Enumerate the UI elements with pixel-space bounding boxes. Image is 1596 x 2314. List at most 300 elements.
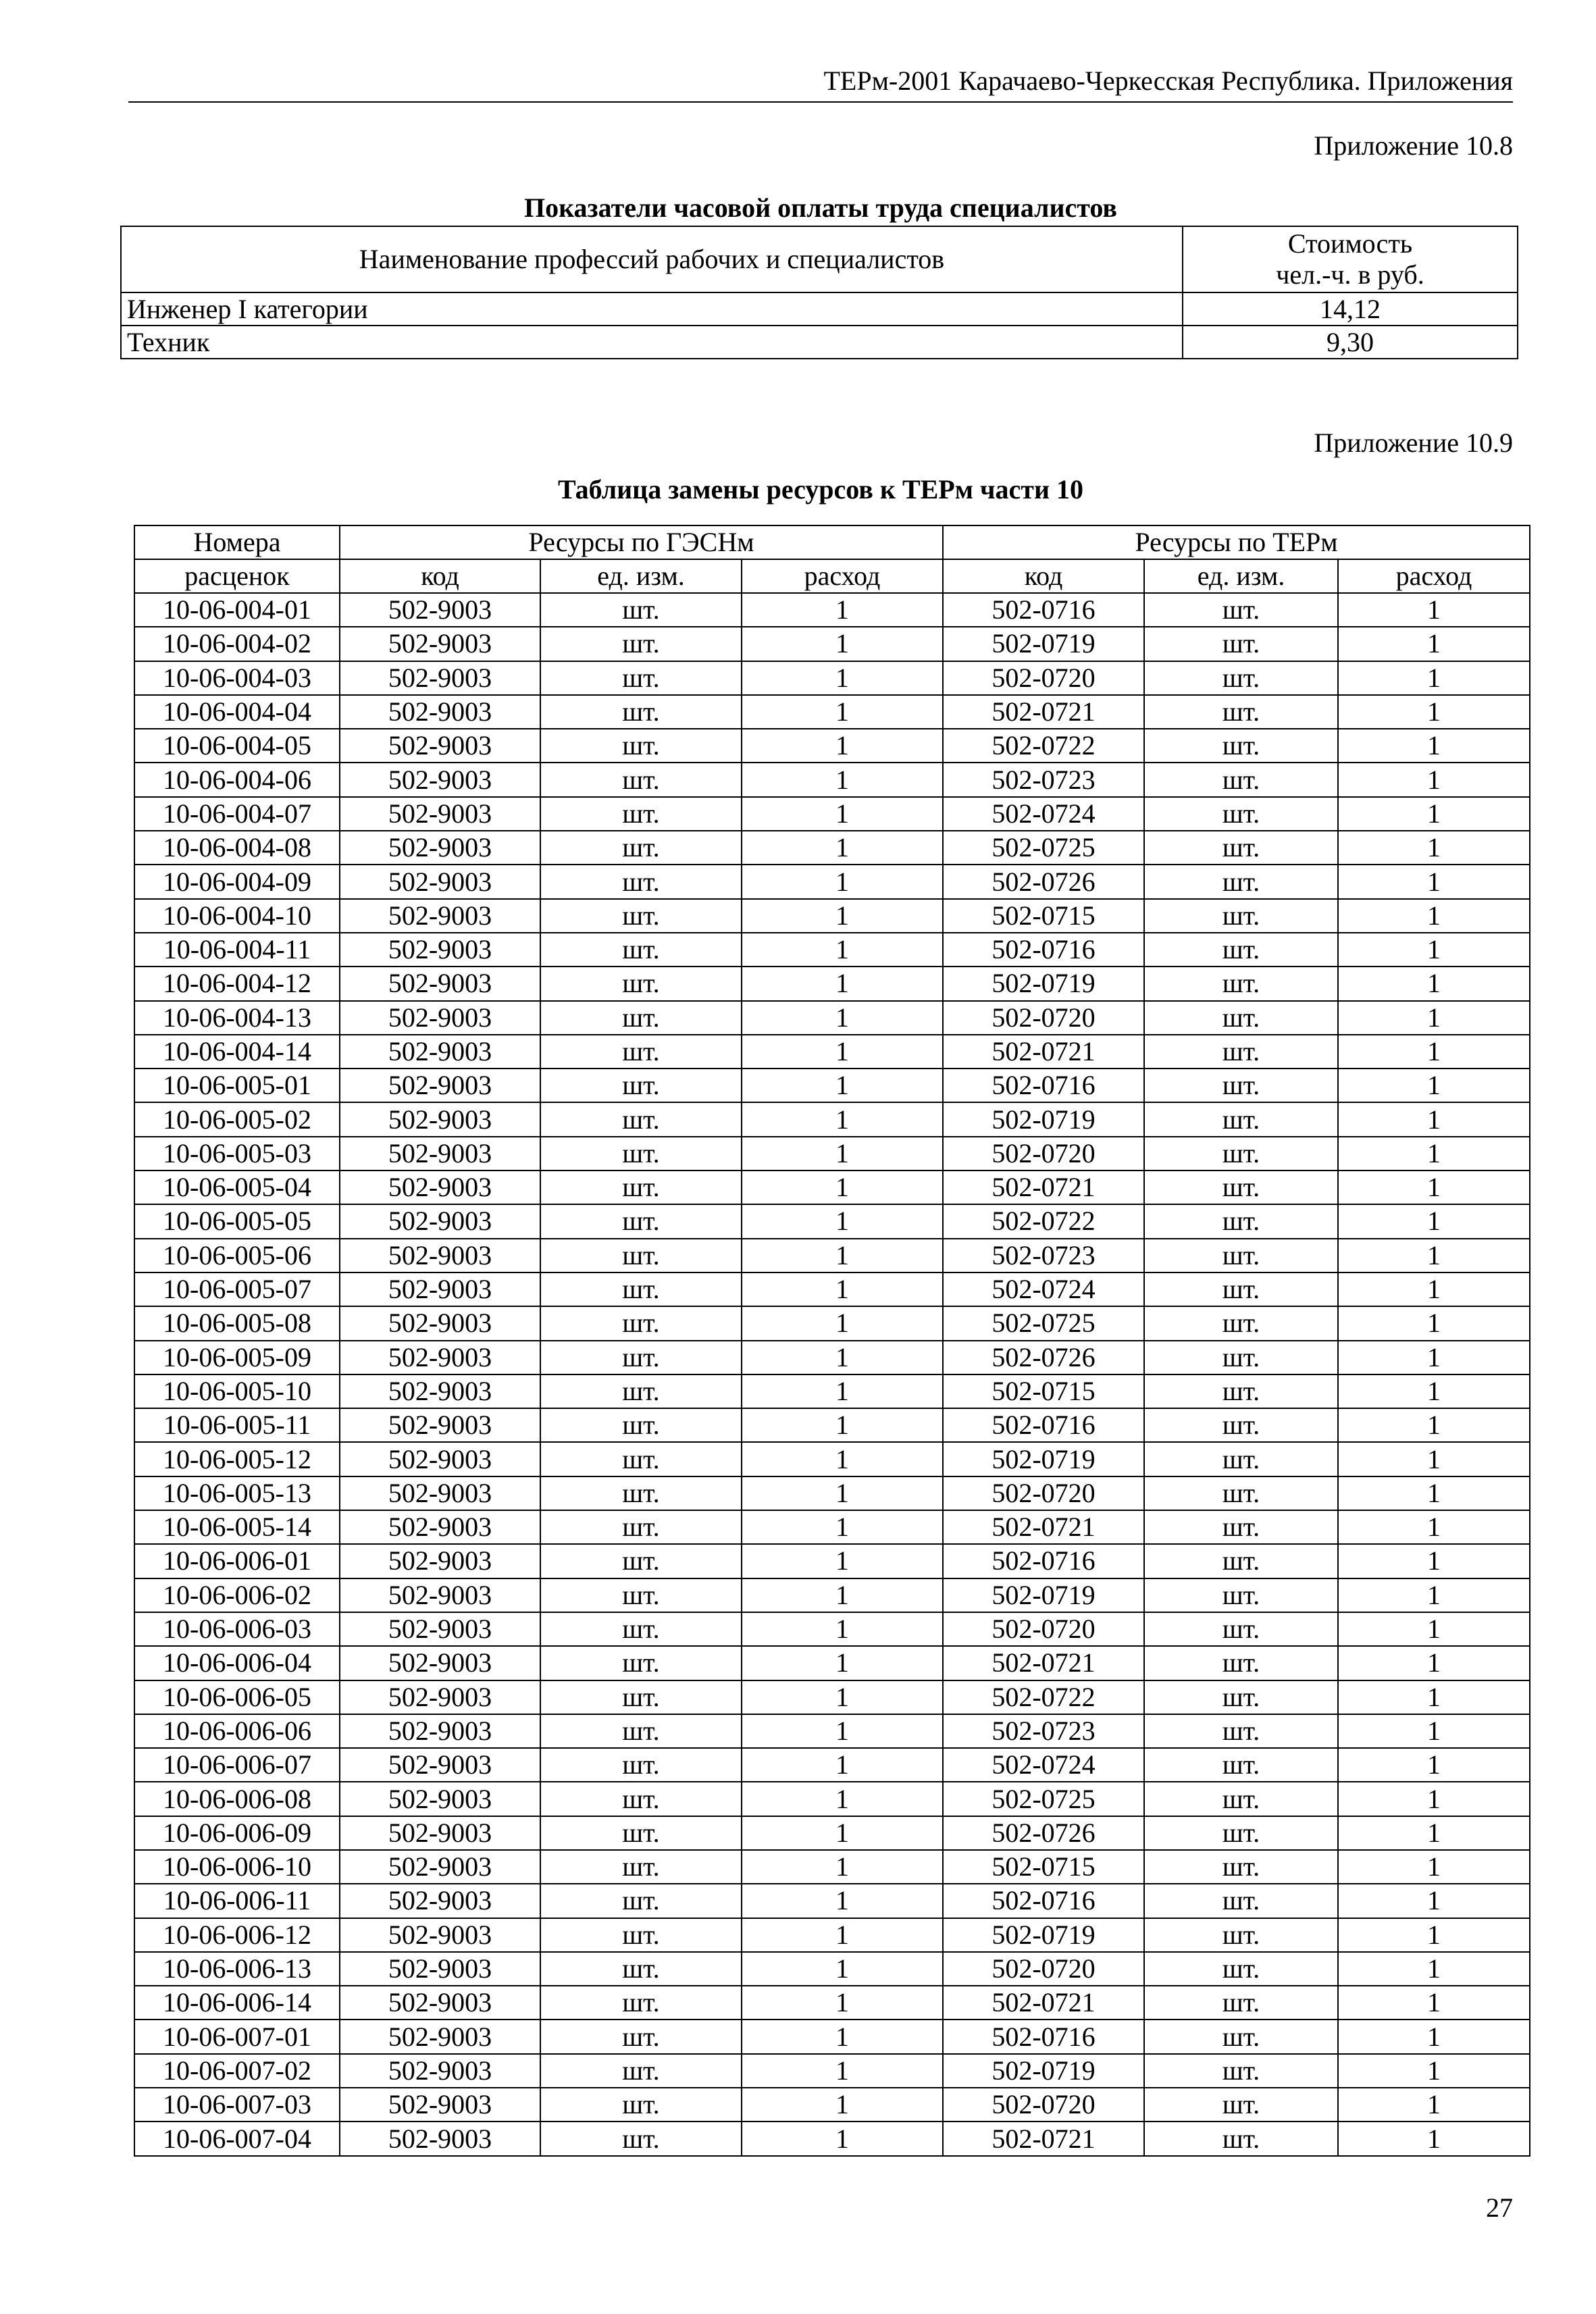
ter-unit: шт. bbox=[1144, 1341, 1338, 1374]
gesn-code: 502-9003 bbox=[340, 1918, 540, 1952]
gesn-consumption: 1 bbox=[742, 865, 943, 898]
ter-code: 502-0719 bbox=[943, 1918, 1144, 1952]
appendix-10-9-label: Приложение 10.9 bbox=[1314, 428, 1513, 458]
gesn-code: 502-9003 bbox=[340, 967, 540, 1000]
gesn-unit: шт. bbox=[540, 1748, 742, 1782]
ter-code: 502-0716 bbox=[943, 1069, 1144, 1102]
rate-number: 10-06-006-04 bbox=[134, 1646, 340, 1680]
rate-number: 10-06-004-08 bbox=[134, 831, 340, 865]
ter-consumption: 1 bbox=[1338, 1102, 1530, 1136]
ter-consumption: 1 bbox=[1338, 1374, 1530, 1408]
gesn-code: 502-9003 bbox=[340, 1816, 540, 1850]
ter-code: 502-0716 bbox=[943, 1544, 1144, 1578]
gesn-code: 502-9003 bbox=[340, 1137, 540, 1171]
gesn-consumption: 1 bbox=[742, 2088, 943, 2122]
rate-number: 10-06-006-06 bbox=[134, 1714, 340, 1748]
table-row bbox=[134, 1306, 1530, 1340]
table-row bbox=[134, 695, 1530, 729]
ter-code: 502-0722 bbox=[943, 1204, 1144, 1238]
ter-unit: шт. bbox=[1144, 831, 1338, 865]
rate-number: 10-06-005-08 bbox=[134, 1306, 340, 1340]
gesn-code: 502-9003 bbox=[340, 1102, 540, 1136]
table-row bbox=[134, 1884, 1530, 1918]
gesn-consumption: 1 bbox=[742, 1476, 943, 1510]
gesn-code: 502-9003 bbox=[340, 831, 540, 865]
gesn-consumption: 1 bbox=[742, 1069, 943, 1102]
rate-number: 10-06-006-14 bbox=[134, 1986, 340, 2020]
gesn-unit: шт. bbox=[540, 1782, 742, 1816]
table-row bbox=[134, 1204, 1530, 1238]
rate-number: 10-06-004-11 bbox=[134, 933, 340, 967]
ter-consumption: 1 bbox=[1338, 1442, 1530, 1476]
ter-unit: шт. bbox=[1144, 1442, 1338, 1476]
column-header-ter-consumption: расход bbox=[1338, 559, 1530, 593]
rate-number: 10-06-004-10 bbox=[134, 899, 340, 933]
ter-unit: шт. bbox=[1144, 729, 1338, 763]
hourly-cost: 9,30 bbox=[1183, 326, 1518, 359]
gesn-code: 502-9003 bbox=[340, 1952, 540, 1986]
rate-number: 10-06-006-11 bbox=[134, 1884, 340, 1918]
table-row bbox=[134, 1816, 1530, 1850]
table-row bbox=[134, 661, 1530, 695]
gesn-code: 502-9003 bbox=[340, 1782, 540, 1816]
table-row bbox=[134, 1239, 1530, 1272]
rate-number: 10-06-007-01 bbox=[134, 2020, 340, 2053]
rate-number: 10-06-004-04 bbox=[134, 695, 340, 729]
ter-code: 502-0721 bbox=[943, 1171, 1144, 1204]
gesn-unit: шт. bbox=[540, 593, 742, 627]
gesn-code: 502-9003 bbox=[340, 2122, 540, 2155]
gesn-consumption: 1 bbox=[742, 1952, 943, 1986]
ter-consumption: 1 bbox=[1338, 695, 1530, 729]
gesn-unit: шт. bbox=[540, 831, 742, 865]
ter-unit: шт. bbox=[1144, 933, 1338, 967]
table-row bbox=[134, 797, 1530, 831]
ter-unit: шт. bbox=[1144, 967, 1338, 1000]
gesn-unit: шт. bbox=[540, 627, 742, 661]
gesn-code: 502-9003 bbox=[340, 593, 540, 627]
gesn-unit: шт. bbox=[540, 1986, 742, 2020]
gesn-unit: шт. bbox=[540, 1171, 742, 1204]
ter-unit: шт. bbox=[1144, 1952, 1338, 1986]
gesn-code: 502-9003 bbox=[340, 1408, 540, 1442]
gesn-consumption: 1 bbox=[742, 1408, 943, 1442]
table-row bbox=[134, 933, 1530, 967]
ter-unit: шт. bbox=[1144, 1680, 1338, 1714]
ter-unit: шт. bbox=[1144, 1476, 1338, 1510]
table-row bbox=[134, 1374, 1530, 1408]
gesn-code: 502-9003 bbox=[340, 899, 540, 933]
table-row bbox=[134, 1544, 1530, 1578]
gesn-consumption: 1 bbox=[742, 1171, 943, 1204]
table-row bbox=[134, 1035, 1530, 1069]
rate-number: 10-06-006-10 bbox=[134, 1850, 340, 1884]
ter-unit: шт. bbox=[1144, 627, 1338, 661]
table-row bbox=[134, 1102, 1530, 1136]
rate-number: 10-06-004-05 bbox=[134, 729, 340, 763]
gesn-consumption: 1 bbox=[742, 1850, 943, 1884]
gesn-code: 502-9003 bbox=[340, 1612, 540, 1646]
gesn-consumption: 1 bbox=[742, 1748, 943, 1782]
rate-number: 10-06-006-05 bbox=[134, 1680, 340, 1714]
table-row bbox=[134, 899, 1530, 933]
ter-unit: шт. bbox=[1144, 1204, 1338, 1238]
gesn-unit: шт. bbox=[540, 1137, 742, 1171]
ter-consumption: 1 bbox=[1338, 1171, 1530, 1204]
rate-number: 10-06-007-02 bbox=[134, 2054, 340, 2088]
table-row bbox=[134, 1171, 1530, 1204]
column-header-gesn-code: код bbox=[340, 559, 540, 593]
table-row bbox=[134, 1952, 1530, 1986]
gesn-unit: шт. bbox=[540, 1442, 742, 1476]
table-row bbox=[134, 1782, 1530, 1816]
ter-code: 502-0725 bbox=[943, 1306, 1144, 1340]
ter-code: 502-0720 bbox=[943, 661, 1144, 695]
ter-consumption: 1 bbox=[1338, 1510, 1530, 1544]
ter-code: 502-0721 bbox=[943, 695, 1144, 729]
ter-unit: шт. bbox=[1144, 1816, 1338, 1850]
table-row bbox=[134, 2054, 1530, 2088]
gesn-consumption: 1 bbox=[742, 1714, 943, 1748]
table-row bbox=[134, 865, 1530, 898]
table-row bbox=[134, 2088, 1530, 2122]
table-row bbox=[134, 593, 1530, 627]
rate-number: 10-06-005-12 bbox=[134, 1442, 340, 1476]
rate-number: 10-06-005-07 bbox=[134, 1272, 340, 1306]
ter-code: 502-0723 bbox=[943, 1714, 1144, 1748]
ter-code: 502-0716 bbox=[943, 933, 1144, 967]
ter-unit: шт. bbox=[1144, 2088, 1338, 2122]
ter-consumption: 1 bbox=[1338, 797, 1530, 831]
appendix-10-8-title: Показатели часовой оплаты труда специалистов bbox=[523, 192, 1118, 223]
gesn-consumption: 1 bbox=[742, 2020, 943, 2053]
gesn-unit: шт. bbox=[540, 1816, 742, 1850]
table-row bbox=[134, 1986, 1530, 2020]
ter-consumption: 1 bbox=[1338, 1952, 1530, 1986]
gesn-consumption: 1 bbox=[742, 1884, 943, 1918]
gesn-unit: шт. bbox=[540, 1578, 742, 1612]
gesn-unit: шт. bbox=[540, 2020, 742, 2053]
gesn-consumption: 1 bbox=[742, 1272, 943, 1306]
ter-consumption: 1 bbox=[1338, 1782, 1530, 1816]
rate-number: 10-06-006-08 bbox=[134, 1782, 340, 1816]
ter-code: 502-0726 bbox=[943, 1341, 1144, 1374]
table-row bbox=[134, 831, 1530, 865]
gesn-unit: шт. bbox=[540, 1612, 742, 1646]
ter-consumption: 1 bbox=[1338, 1612, 1530, 1646]
gesn-unit: шт. bbox=[540, 1035, 742, 1069]
ter-consumption: 1 bbox=[1338, 1408, 1530, 1442]
column-header-profession: Наименование профессий рабочих и специалистов bbox=[121, 226, 1183, 292]
gesn-unit: шт. bbox=[540, 1510, 742, 1544]
rate-number: 10-06-005-13 bbox=[134, 1476, 340, 1510]
ter-consumption: 1 bbox=[1338, 865, 1530, 898]
rate-number: 10-06-005-03 bbox=[134, 1137, 340, 1171]
gesn-unit: шт. bbox=[540, 1001, 742, 1035]
gesn-consumption: 1 bbox=[742, 1001, 943, 1035]
gesn-unit: шт. bbox=[540, 865, 742, 898]
gesn-code: 502-9003 bbox=[340, 2054, 540, 2088]
ter-consumption: 1 bbox=[1338, 1748, 1530, 1782]
rate-number: 10-06-005-11 bbox=[134, 1408, 340, 1442]
gesn-unit: шт. bbox=[540, 2054, 742, 2088]
gesn-code: 502-9003 bbox=[340, 1306, 540, 1340]
table-row bbox=[134, 1714, 1530, 1748]
ter-code: 502-0720 bbox=[943, 1001, 1144, 1035]
gesn-consumption: 1 bbox=[742, 1035, 943, 1069]
ter-consumption: 1 bbox=[1338, 1204, 1530, 1238]
ter-unit: шт. bbox=[1144, 1612, 1338, 1646]
page-number: 27 bbox=[1486, 2192, 1513, 2223]
gesn-consumption: 1 bbox=[742, 1918, 943, 1952]
ter-consumption: 1 bbox=[1338, 1035, 1530, 1069]
ter-code: 502-0719 bbox=[943, 2054, 1144, 2088]
gesn-code: 502-9003 bbox=[340, 1171, 540, 1204]
table-row bbox=[134, 627, 1530, 661]
ter-consumption: 1 bbox=[1338, 763, 1530, 796]
gesn-unit: шт. bbox=[540, 2088, 742, 2122]
ter-consumption: 1 bbox=[1338, 967, 1530, 1000]
gesn-consumption: 1 bbox=[742, 2122, 943, 2155]
rate-number: 10-06-006-07 bbox=[134, 1748, 340, 1782]
ter-unit: шт. bbox=[1144, 1272, 1338, 1306]
ter-consumption: 1 bbox=[1338, 1646, 1530, 1680]
hourly-cost: 14,12 bbox=[1183, 292, 1518, 326]
ter-consumption: 1 bbox=[1338, 1884, 1530, 1918]
table-row bbox=[134, 2122, 1530, 2155]
table-row bbox=[121, 326, 1518, 359]
running-header: ТЕРм-2001 Карачаево-Черкесская Республика. Приложения bbox=[823, 66, 1513, 96]
ter-code: 502-0720 bbox=[943, 1952, 1144, 1986]
ter-unit: шт. bbox=[1144, 2020, 1338, 2053]
gesn-code: 502-9003 bbox=[340, 1442, 540, 1476]
resource-replacement-table bbox=[134, 525, 1530, 2157]
table-row bbox=[134, 1341, 1530, 1374]
table-row bbox=[134, 2020, 1530, 2053]
table-row bbox=[134, 1578, 1530, 1612]
ter-code: 502-0720 bbox=[943, 1612, 1144, 1646]
gesn-unit: шт. bbox=[540, 1850, 742, 1884]
table-header-row-group bbox=[134, 525, 1530, 559]
gesn-code: 502-9003 bbox=[340, 2088, 540, 2122]
ter-consumption: 1 bbox=[1338, 1001, 1530, 1035]
gesn-unit: шт. bbox=[540, 1952, 742, 1986]
ter-unit: шт. bbox=[1144, 1102, 1338, 1136]
rate-number: 10-06-005-14 bbox=[134, 1510, 340, 1544]
table-row bbox=[121, 292, 1518, 326]
ter-consumption: 1 bbox=[1338, 1850, 1530, 1884]
gesn-code: 502-9003 bbox=[340, 627, 540, 661]
table-row bbox=[134, 1442, 1530, 1476]
rate-number: 10-06-005-05 bbox=[134, 1204, 340, 1238]
table-header-row-columns bbox=[134, 559, 1530, 593]
column-group-ter: Ресурсы по ТЕРм bbox=[943, 525, 1530, 559]
gesn-consumption: 1 bbox=[742, 933, 943, 967]
gesn-code: 502-9003 bbox=[340, 1748, 540, 1782]
gesn-unit: шт. bbox=[540, 1341, 742, 1374]
ter-unit: шт. bbox=[1144, 1408, 1338, 1442]
gesn-consumption: 1 bbox=[742, 1680, 943, 1714]
rate-number: 10-06-004-09 bbox=[134, 865, 340, 898]
gesn-unit: шт. bbox=[540, 661, 742, 695]
rate-number: 10-06-007-04 bbox=[134, 2122, 340, 2155]
rate-number: 10-06-004-13 bbox=[134, 1001, 340, 1035]
rate-number: 10-06-006-09 bbox=[134, 1816, 340, 1850]
gesn-code: 502-9003 bbox=[340, 1510, 540, 1544]
rate-number: 10-06-004-01 bbox=[134, 593, 340, 627]
column-group-gesn: Ресурсы по ГЭСНм bbox=[340, 525, 943, 559]
gesn-unit: шт. bbox=[540, 729, 742, 763]
ter-unit: шт. bbox=[1144, 1782, 1338, 1816]
ter-code: 502-0720 bbox=[943, 2088, 1144, 2122]
gesn-consumption: 1 bbox=[742, 831, 943, 865]
gesn-unit: шт. bbox=[540, 797, 742, 831]
table-row bbox=[134, 1001, 1530, 1035]
ter-unit: шт. bbox=[1144, 1239, 1338, 1272]
gesn-consumption: 1 bbox=[742, 1544, 943, 1578]
ter-consumption: 1 bbox=[1338, 1476, 1530, 1510]
ter-consumption: 1 bbox=[1338, 729, 1530, 763]
gesn-consumption: 1 bbox=[742, 1442, 943, 1476]
ter-consumption: 1 bbox=[1338, 1239, 1530, 1272]
gesn-consumption: 1 bbox=[742, 1612, 943, 1646]
gesn-code: 502-9003 bbox=[340, 1239, 540, 1272]
gesn-consumption: 1 bbox=[742, 1986, 943, 2020]
gesn-code: 502-9003 bbox=[340, 1272, 540, 1306]
ter-code: 502-0721 bbox=[943, 1646, 1144, 1680]
ter-code: 502-0716 bbox=[943, 1884, 1144, 1918]
ter-consumption: 1 bbox=[1338, 1272, 1530, 1306]
rate-number: 10-06-004-14 bbox=[134, 1035, 340, 1069]
table-row bbox=[134, 1476, 1530, 1510]
gesn-unit: шт. bbox=[540, 1239, 742, 1272]
table-row bbox=[134, 1850, 1530, 1884]
table-row bbox=[134, 1408, 1530, 1442]
ter-unit: шт. bbox=[1144, 1171, 1338, 1204]
ter-code: 502-0726 bbox=[943, 1816, 1144, 1850]
gesn-consumption: 1 bbox=[742, 695, 943, 729]
gesn-consumption: 1 bbox=[742, 967, 943, 1000]
gesn-unit: шт. bbox=[540, 1069, 742, 1102]
ter-consumption: 1 bbox=[1338, 1714, 1530, 1748]
table-row bbox=[134, 1680, 1530, 1714]
gesn-code: 502-9003 bbox=[340, 1578, 540, 1612]
profession-name: Инженер I категории bbox=[121, 292, 1183, 326]
ter-consumption: 1 bbox=[1338, 1341, 1530, 1374]
ter-unit: шт. bbox=[1144, 1035, 1338, 1069]
ter-code: 502-0719 bbox=[943, 1578, 1144, 1612]
appendix-10-8-label: Приложение 10.8 bbox=[1314, 130, 1513, 161]
gesn-code: 502-9003 bbox=[340, 2020, 540, 2053]
table-row bbox=[134, 1918, 1530, 1952]
ter-consumption: 1 bbox=[1338, 2088, 1530, 2122]
ter-unit: шт. bbox=[1144, 1544, 1338, 1578]
ter-consumption: 1 bbox=[1338, 1306, 1530, 1340]
column-header-ter-code: код bbox=[943, 559, 1144, 593]
rate-number: 10-06-006-13 bbox=[134, 1952, 340, 1986]
column-header-rate-numbers-line1: Номера bbox=[134, 525, 340, 559]
ter-unit: шт. bbox=[1144, 899, 1338, 933]
gesn-code: 502-9003 bbox=[340, 797, 540, 831]
rate-number: 10-06-004-07 bbox=[134, 797, 340, 831]
gesn-code: 502-9003 bbox=[340, 1884, 540, 1918]
gesn-unit: шт. bbox=[540, 1918, 742, 1952]
ter-code: 502-0716 bbox=[943, 593, 1144, 627]
gesn-code: 502-9003 bbox=[340, 1069, 540, 1102]
ter-code: 502-0722 bbox=[943, 729, 1144, 763]
gesn-unit: шт. bbox=[540, 1646, 742, 1680]
ter-code: 502-0719 bbox=[943, 1442, 1144, 1476]
gesn-code: 502-9003 bbox=[340, 661, 540, 695]
ter-unit: шт. bbox=[1144, 1884, 1338, 1918]
cost-header-line2: чел.-ч. в руб. bbox=[1276, 259, 1424, 290]
ter-consumption: 1 bbox=[1338, 593, 1530, 627]
ter-unit: шт. bbox=[1144, 661, 1338, 695]
hourly-pay-table bbox=[120, 226, 1518, 359]
gesn-consumption: 1 bbox=[742, 1137, 943, 1171]
rate-number: 10-06-006-02 bbox=[134, 1578, 340, 1612]
gesn-code: 502-9003 bbox=[340, 1680, 540, 1714]
gesn-consumption: 1 bbox=[742, 899, 943, 933]
column-header-ter-unit: ед. изм. bbox=[1144, 559, 1338, 593]
ter-code: 502-0722 bbox=[943, 1680, 1144, 1714]
gesn-code: 502-9003 bbox=[340, 1986, 540, 2020]
table-row bbox=[134, 1612, 1530, 1646]
ter-unit: шт. bbox=[1144, 2122, 1338, 2155]
table-row bbox=[134, 729, 1530, 763]
gesn-consumption: 1 bbox=[742, 1510, 943, 1544]
gesn-consumption: 1 bbox=[742, 1816, 943, 1850]
ter-code: 502-0716 bbox=[943, 1408, 1144, 1442]
gesn-consumption: 1 bbox=[742, 1374, 943, 1408]
ter-unit: шт. bbox=[1144, 865, 1338, 898]
gesn-unit: шт. bbox=[540, 899, 742, 933]
table-row bbox=[134, 1510, 1530, 1544]
ter-unit: шт. bbox=[1144, 1374, 1338, 1408]
rate-number: 10-06-006-12 bbox=[134, 1918, 340, 1952]
table-row bbox=[134, 1748, 1530, 1782]
ter-code: 502-0720 bbox=[943, 1137, 1144, 1171]
rate-number: 10-06-005-02 bbox=[134, 1102, 340, 1136]
ter-consumption: 1 bbox=[1338, 1544, 1530, 1578]
ter-consumption: 1 bbox=[1338, 1069, 1530, 1102]
ter-code: 502-0716 bbox=[943, 2020, 1144, 2053]
ter-code: 502-0715 bbox=[943, 899, 1144, 933]
cost-header-line1: Стоимость bbox=[1287, 228, 1413, 259]
ter-unit: шт. bbox=[1144, 1748, 1338, 1782]
gesn-code: 502-9003 bbox=[340, 865, 540, 898]
gesn-consumption: 1 bbox=[742, 661, 943, 695]
ter-code: 502-0723 bbox=[943, 1239, 1144, 1272]
rate-number: 10-06-004-12 bbox=[134, 967, 340, 1000]
ter-unit: шт. bbox=[1144, 1986, 1338, 2020]
ter-consumption: 1 bbox=[1338, 831, 1530, 865]
ter-consumption: 1 bbox=[1338, 2054, 1530, 2088]
gesn-code: 502-9003 bbox=[340, 1544, 540, 1578]
ter-unit: шт. bbox=[1144, 1850, 1338, 1884]
table-row bbox=[134, 1272, 1530, 1306]
gesn-code: 502-9003 bbox=[340, 1001, 540, 1035]
ter-code: 502-0723 bbox=[943, 763, 1144, 796]
gesn-consumption: 1 bbox=[742, 593, 943, 627]
ter-consumption: 1 bbox=[1338, 899, 1530, 933]
column-header-rate-numbers-line2: расценок bbox=[134, 559, 340, 593]
table-row bbox=[134, 763, 1530, 796]
ter-consumption: 1 bbox=[1338, 1578, 1530, 1612]
gesn-consumption: 1 bbox=[742, 729, 943, 763]
gesn-consumption: 1 bbox=[742, 763, 943, 796]
ter-unit: шт. bbox=[1144, 1137, 1338, 1171]
